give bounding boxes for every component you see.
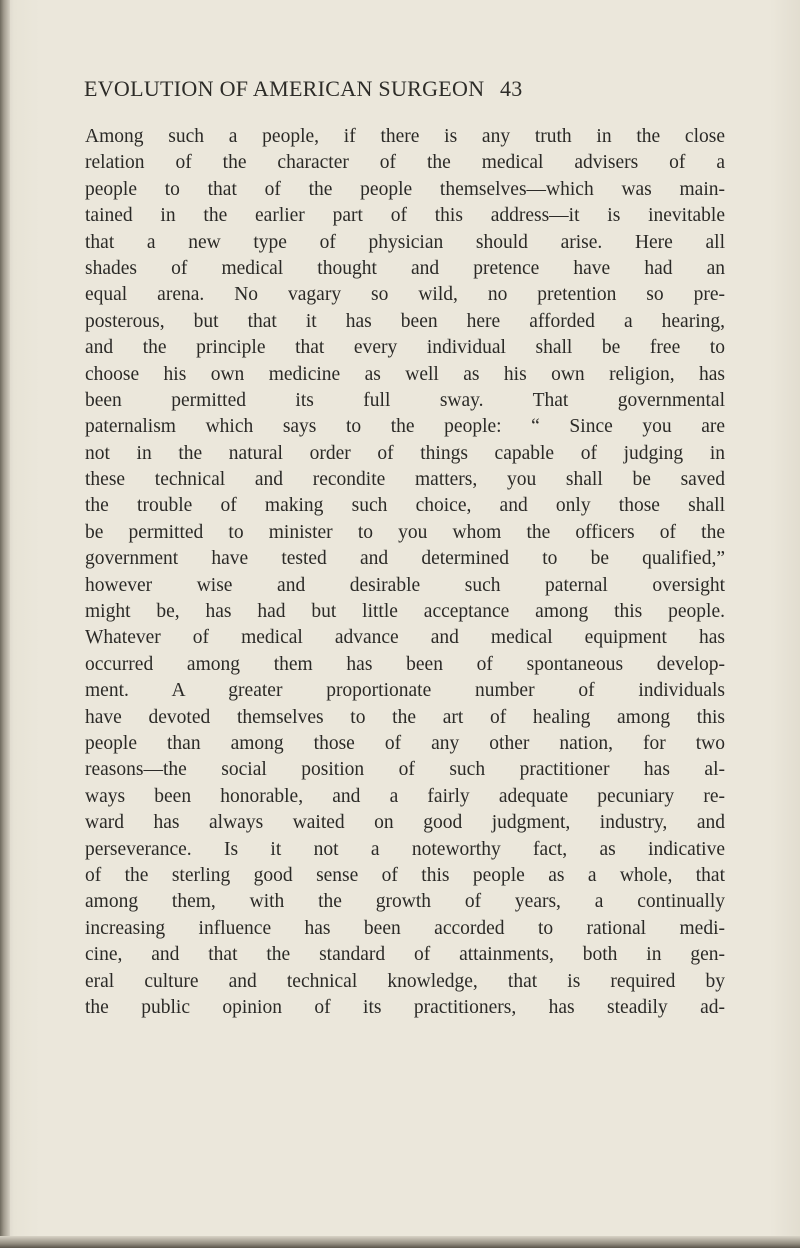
text-line: these technical and recondite matters, you shall be saved	[85, 469, 725, 491]
page-gutter-shadow	[0, 0, 10, 1248]
text-line: people to that of the people themselves—which was main-	[85, 178, 725, 200]
page-bottom-edge	[0, 1236, 800, 1248]
body-paragraph	[85, 124, 725, 1021]
text-line: occurred among them has been of spontaneous develop-	[85, 653, 725, 675]
text-line: that a new type of physician should arise. Here all	[85, 231, 725, 253]
text-line: government have tested and determined to be qualified,”	[85, 548, 725, 570]
page-number: 43	[500, 76, 523, 101]
running-title: EVOLUTION OF AMERICAN SURGEON	[84, 76, 485, 101]
text-line: equal arena. No vagary so wild, no pretention so pre-	[85, 284, 725, 306]
text-line: of the sterling good sense of this people as a whole, that	[85, 864, 725, 886]
text-line: and the principle that every individual shall be free to	[85, 337, 725, 359]
text-line: Among such a people, if there is any truth in the close	[85, 126, 725, 147]
text-line: increasing influence has been accorded to rational medi-	[85, 917, 725, 939]
text-line: people than among those of any other nation, for two	[85, 732, 725, 754]
text-line: not in the natural order of things capable of judging in	[85, 442, 725, 464]
text-line: ward has always waited on good judgment, industry, and	[85, 812, 725, 834]
text-line: ways been honorable, and a fairly adequate pecuniary re-	[85, 785, 725, 807]
text-line: paternalism which says to the people: “ Since you are	[85, 416, 725, 438]
text-line: been permitted its full sway. That governmental	[85, 389, 725, 411]
text-line: might be, has had but little acceptance among this people.	[85, 601, 725, 623]
running-head	[84, 76, 744, 110]
text-line: however wise and desirable such paternal oversight	[85, 574, 725, 596]
text-line: have devoted themselves to the art of healing among this	[85, 706, 725, 728]
text-line: eral culture and technical knowledge, that is required by	[85, 970, 725, 992]
text-line: the public opinion of its practitioners, has steadily ad-	[85, 996, 725, 1018]
text-line: tained in the earlier part of this address—it is inevitable	[85, 205, 725, 227]
text-line: reasons—the social position of such practitioner has al-	[85, 759, 725, 781]
text-line: ment. A greater proportionate number of individuals	[85, 680, 725, 702]
text-line: among them, with the growth of years, a continually	[85, 891, 725, 913]
text-line: shades of medical thought and pretence have had an	[85, 257, 725, 279]
text-line: perseverance. Is it not a noteworthy fact, as indicative	[85, 838, 725, 860]
text-line: cine, and that the standard of attainments, both in gen-	[85, 944, 725, 966]
text-line: posterous, but that it has been here afforded a hearing,	[85, 310, 725, 332]
text-line: the trouble of making such choice, and only those shall	[85, 495, 725, 517]
text-line: relation of the character of the medical advisers of a	[85, 152, 725, 174]
text-line: Whatever of medical advance and medical equipment has	[85, 627, 725, 649]
text-line: choose his own medicine as well as his own religion, has	[85, 363, 725, 385]
text-line: be permitted to minister to you whom the officers of the	[85, 521, 725, 543]
